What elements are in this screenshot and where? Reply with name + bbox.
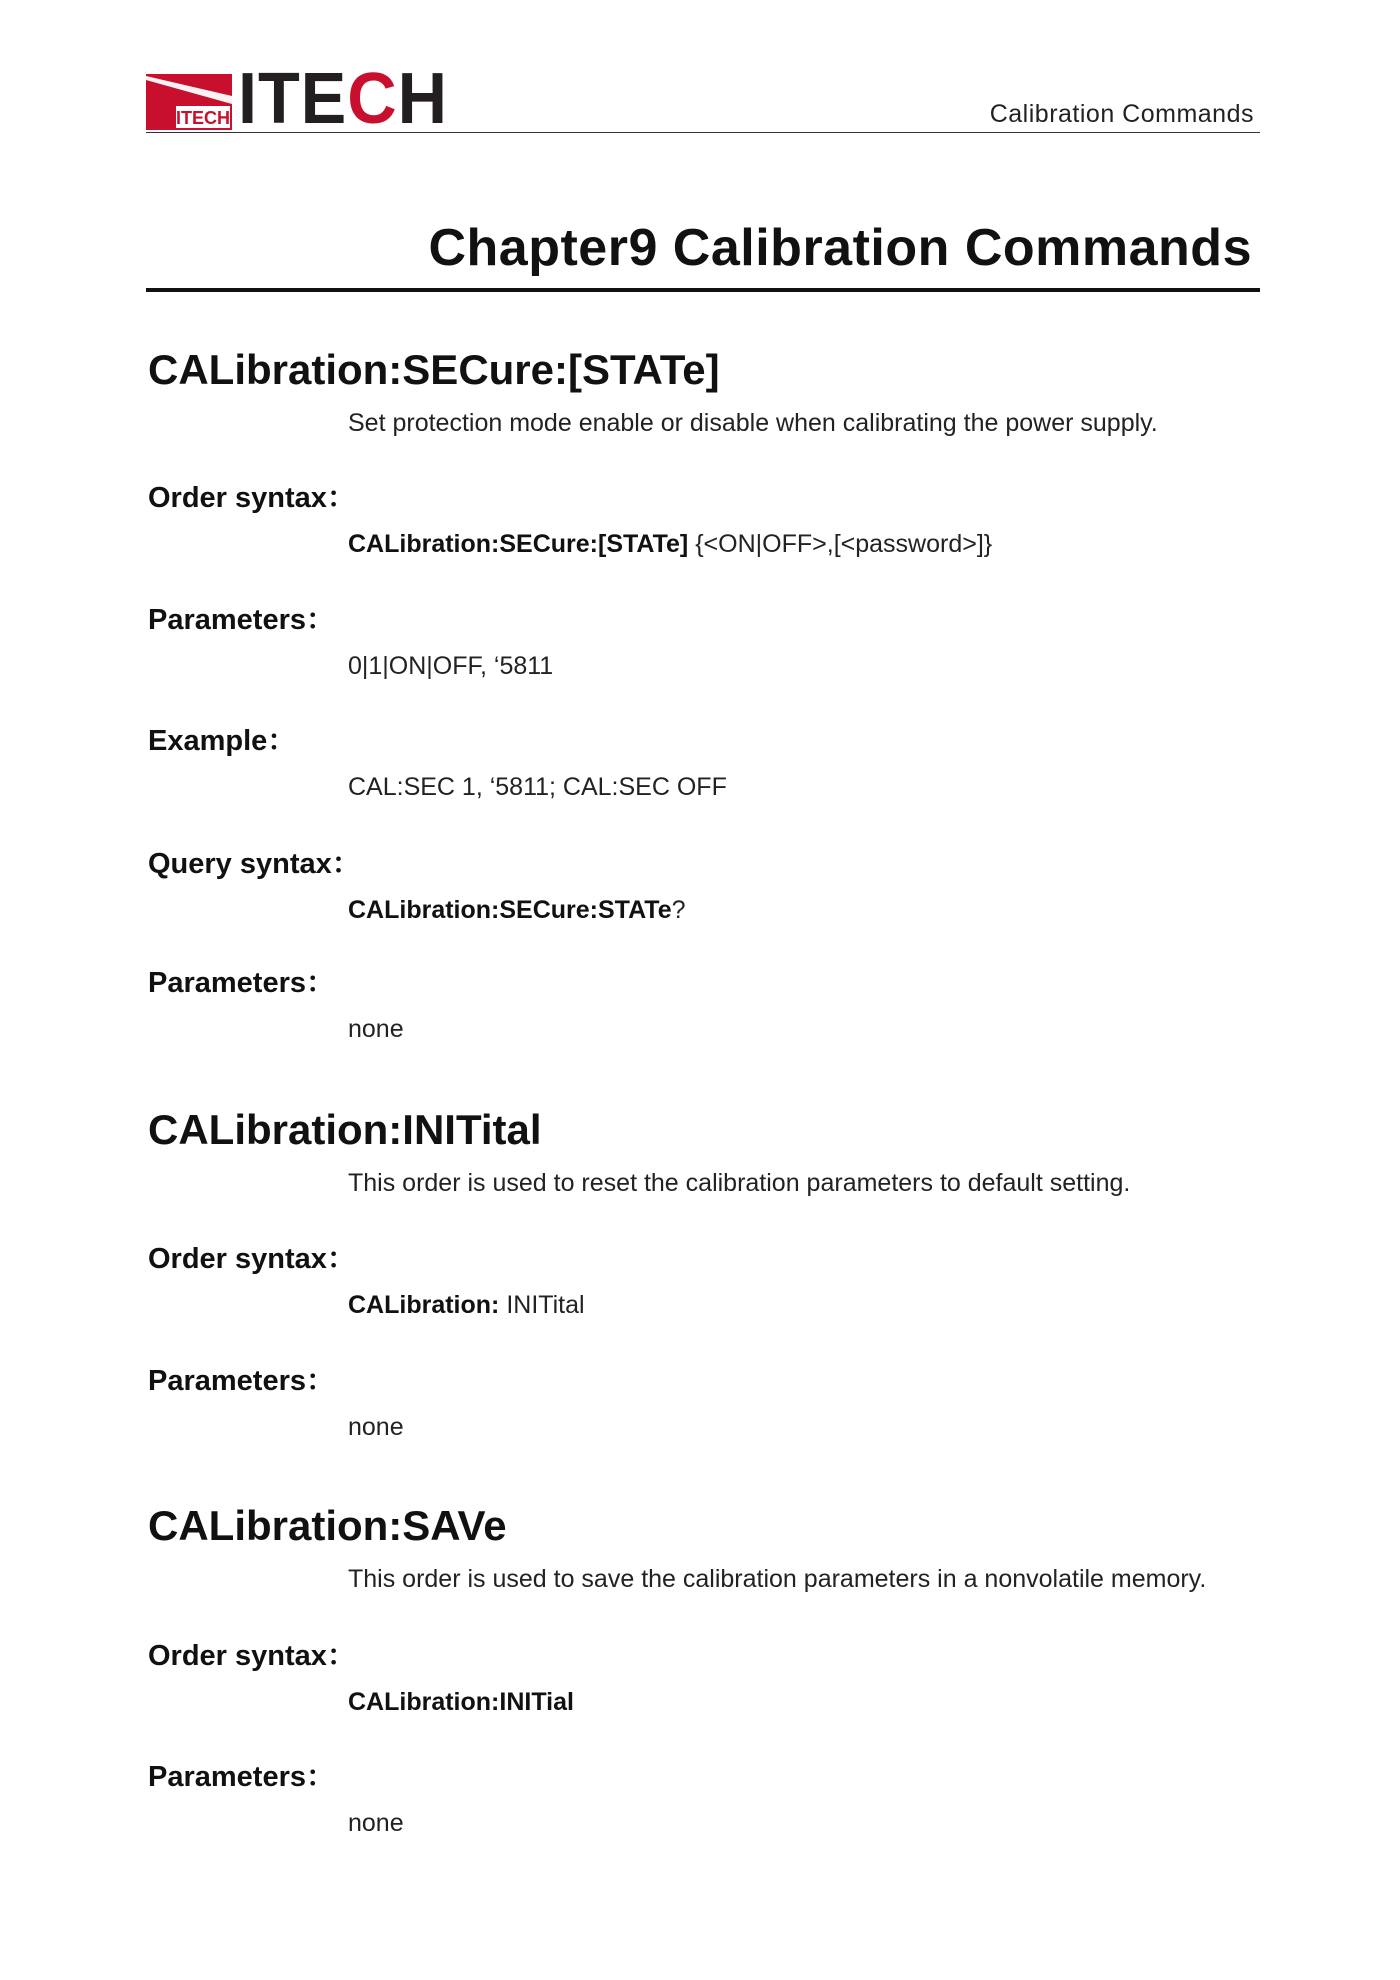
page-header: [146, 59, 1260, 139]
chapter-title: Chapter9 Calibration Commands: [428, 219, 1252, 277]
parameters-value: none: [348, 1413, 404, 1441]
parameters-label: Parameters：: [148, 967, 335, 999]
parameters-value: 0|1|ON|OFF, ‘5811: [348, 652, 554, 680]
parameters-value: none: [348, 1809, 404, 1837]
order-syntax-block: [148, 479, 1258, 561]
order-syntax-block: [148, 1637, 1258, 1719]
parameters-value: none: [348, 1015, 404, 1043]
order-syntax-label: Order syntax：: [148, 1243, 356, 1275]
example-value: CAL:SEC 1, ‘5811; CAL:SEC OFF: [348, 773, 727, 801]
svg-text:ITECH: ITECH: [176, 108, 230, 128]
order-syntax-label: Order syntax：: [148, 482, 356, 514]
query-syntax-value: CALibration:SECure:STATe?: [348, 896, 686, 924]
example-block: [148, 722, 1258, 804]
parameters-label: Parameters：: [148, 1365, 335, 1397]
command-description: This order is used to reset the calibration parameters to default setting.: [348, 1169, 1131, 1197]
command-section-secure: [148, 344, 1258, 440]
parameters-block: [148, 601, 1258, 683]
parameters-label: Parameters：: [148, 1761, 335, 1793]
order-syntax-block: [148, 1240, 1258, 1322]
command-heading: CALibration:SECure:[STATe]: [148, 346, 720, 393]
order-syntax-value: CALibration: INITital: [348, 1291, 585, 1319]
order-syntax-label: Order syntax：: [148, 1640, 356, 1672]
example-label: Example：: [148, 725, 297, 757]
logo-wordmark: ITECH: [238, 59, 448, 139]
query-syntax-label: Query syntax：: [148, 848, 361, 880]
command-description: Set protection mode enable or disable when calibrating the power supply.: [348, 409, 1158, 437]
order-syntax-value: CALibration:INITial: [348, 1688, 574, 1716]
chapter-title-block: [146, 212, 1260, 292]
order-syntax-value: CALibration:SECure:[STATe] {<ON|OFF>,[<password>]}: [348, 530, 993, 558]
command-description: This order is used to save the calibration parameters in a nonvolatile memory.: [348, 1565, 1207, 1593]
command-section-initital: [148, 1104, 1258, 1200]
running-header-title: Calibration Commands: [989, 100, 1254, 128]
query-parameters-block: [148, 964, 1258, 1046]
itech-logo: [146, 59, 459, 139]
logo-badge-icon: [146, 74, 232, 130]
command-heading: CALibration:SAVe: [148, 1502, 507, 1549]
query-syntax-block: [148, 845, 1258, 927]
parameters-label: Parameters：: [148, 604, 335, 636]
parameters-block: [148, 1362, 1258, 1444]
command-section-save: [148, 1500, 1258, 1596]
command-heading: CALibration:INITital: [148, 1106, 542, 1153]
parameters-block: [148, 1758, 1258, 1840]
